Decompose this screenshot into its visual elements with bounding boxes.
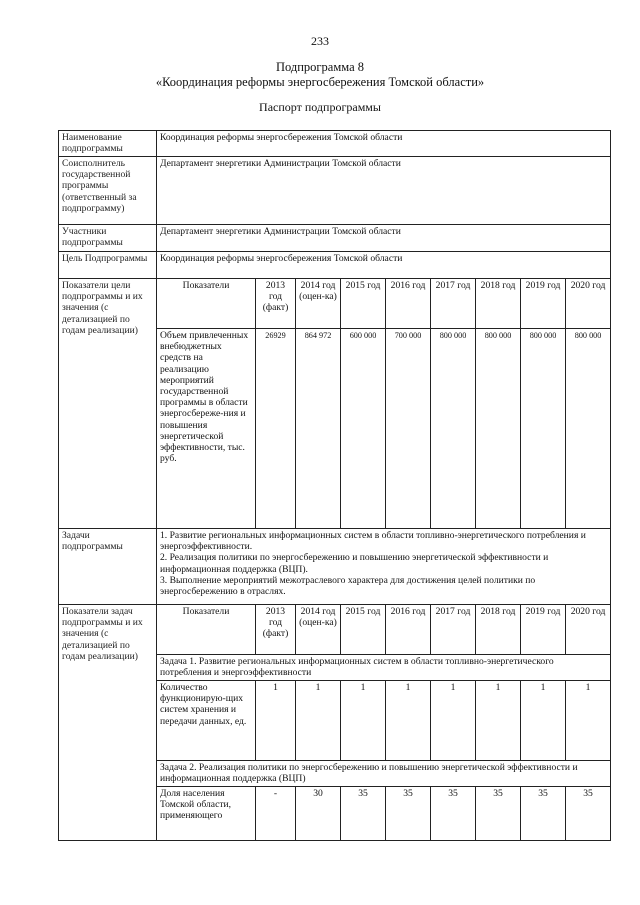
tasks-list [157, 529, 611, 605]
goal-value: Координация реформы энергосбережения Томской области [157, 252, 611, 279]
goal-value-2015: 600 000 [341, 329, 386, 529]
year-2017-header: 2017 год [431, 279, 476, 329]
task-indicator-col-header: Показатели [157, 605, 256, 655]
task1-value-2013: 1 [256, 681, 296, 761]
task1-title: Задача 1. Развитие региональных информационных систем в области топливно-энергетического потребления и энергоэффективности [157, 655, 611, 681]
task-year-2019-header: 2019 год [521, 605, 566, 655]
year-2019-header: 2019 год [521, 279, 566, 329]
task-year-2020-header: 2020 год [566, 605, 611, 655]
task2-value-2016: 35 [386, 787, 431, 841]
task-year-2014-header: 2014 год (оцен-ка) [296, 605, 341, 655]
subprogram-title: «Координация реформы энергосбережения Томской области» [155, 75, 485, 89]
task2-value-2014: 30 [296, 787, 341, 841]
year-2014-header: 2014 год (оцен-ка) [296, 279, 341, 329]
goal-indicators-label: Показатели цели подпрограммы и их значения (с детализацией по годам реализации) [59, 279, 157, 529]
task2-value-2018: 35 [476, 787, 521, 841]
task-item-3: 3. Выполнение мероприятий межотраслевого характера для достижения целей политики по энергосбережению в отраслях. [160, 574, 536, 598]
passport-title: Паспорт подпрограммы [259, 100, 381, 114]
task1-value-2016: 1 [386, 681, 431, 761]
executor-row [59, 157, 611, 225]
task2-value-2019: 35 [521, 787, 566, 841]
task-year-2016-header: 2016 год [386, 605, 431, 655]
goal-row [59, 252, 611, 279]
goal-indicators-header-row [59, 279, 611, 329]
year-2013-header: 2013 год (факт) [256, 279, 296, 329]
goal-value-2019: 800 000 [521, 329, 566, 529]
task1-value-2014: 1 [296, 681, 341, 761]
task-item-1: 1. Развитие региональных информационных систем в области топливно-энергетического потребления и энергоэффективности. [160, 530, 586, 553]
executor-label: Соисполнитель государственной программы (ответственный за подпрограмму) [59, 157, 157, 225]
year-2020-header: 2020 год [566, 279, 611, 329]
executor-value: Департамент энергетики Администрации Томской области [157, 157, 611, 225]
goal-value-2017: 800 000 [431, 329, 476, 529]
year-2018-header: 2018 год [476, 279, 521, 329]
year-2015-header: 2015 год [341, 279, 386, 329]
name-label: Наименование подпрограммы [59, 131, 157, 157]
participants-value: Департамент энергетики Администрации Томской области [157, 225, 611, 252]
task1-indicator-name: Количество функционирую-щих систем хранения и передачи данных, ед. [157, 681, 256, 761]
task2-value-2015: 35 [341, 787, 386, 841]
goal-label: Цель Подпрограммы [59, 252, 157, 279]
task-year-2013-header: 2013 год (факт) [256, 605, 296, 655]
tasks-row [59, 529, 611, 605]
task-year-2015-header: 2015 год [341, 605, 386, 655]
task2-indicator-name: Доля населения Томской области, применяющего [157, 787, 256, 841]
goal-value-2020: 800 000 [566, 329, 611, 529]
name-row [59, 131, 611, 157]
page-number: 233 [311, 34, 329, 48]
participants-row [59, 225, 611, 252]
task2-value-2013: - [256, 787, 296, 841]
task-year-2017-header: 2017 год [431, 605, 476, 655]
task1-value-2020: 1 [566, 681, 611, 761]
task-indicators-label: Показатели задач подпрограммы и их значения (с детализацией по годам реализации) [59, 605, 157, 841]
task-item-2: 2. Реализация политики по энергосбережению и повышению энергетической эффективности и информационная поддержка (ВЦП). [160, 552, 549, 575]
name-value: Координация реформы энергосбережения Томской области [157, 131, 611, 157]
year-2016-header: 2016 год [386, 279, 431, 329]
task2-value-2020: 35 [566, 787, 611, 841]
indicator-col-header: Показатели [157, 279, 256, 329]
task-year-2018-header: 2018 год [476, 605, 521, 655]
task-indicators-header-row [59, 605, 611, 655]
task1-value-2015: 1 [341, 681, 386, 761]
task2-title: Задача 2. Реализация политики по энергосбережению и повышению энергетической эффективности и информационная поддержка (ВЦП) [157, 761, 611, 787]
tasks-label: Задачи подпрограммы [59, 529, 157, 605]
subprogram-number: Подпрограмма 8 [275, 60, 365, 74]
goal-value-2013: 26929 [256, 329, 296, 529]
goal-indicator-name: Объем привлеченных внебюджетных средств на реализацию мероприятий государственной программы в области энергосбереже-ния и повышения энергетической эффективности, тыс. руб. [157, 329, 256, 529]
task1-value-2019: 1 [521, 681, 566, 761]
goal-value-2014: 864 972 [296, 329, 341, 529]
task2-value-2017: 35 [431, 787, 476, 841]
goal-value-2018: 800 000 [476, 329, 521, 529]
task1-value-2017: 1 [431, 681, 476, 761]
participants-label: Участники подпрограммы [59, 225, 157, 252]
goal-value-2016: 700 000 [386, 329, 431, 529]
task1-value-2018: 1 [476, 681, 521, 761]
passport-table [58, 130, 611, 841]
